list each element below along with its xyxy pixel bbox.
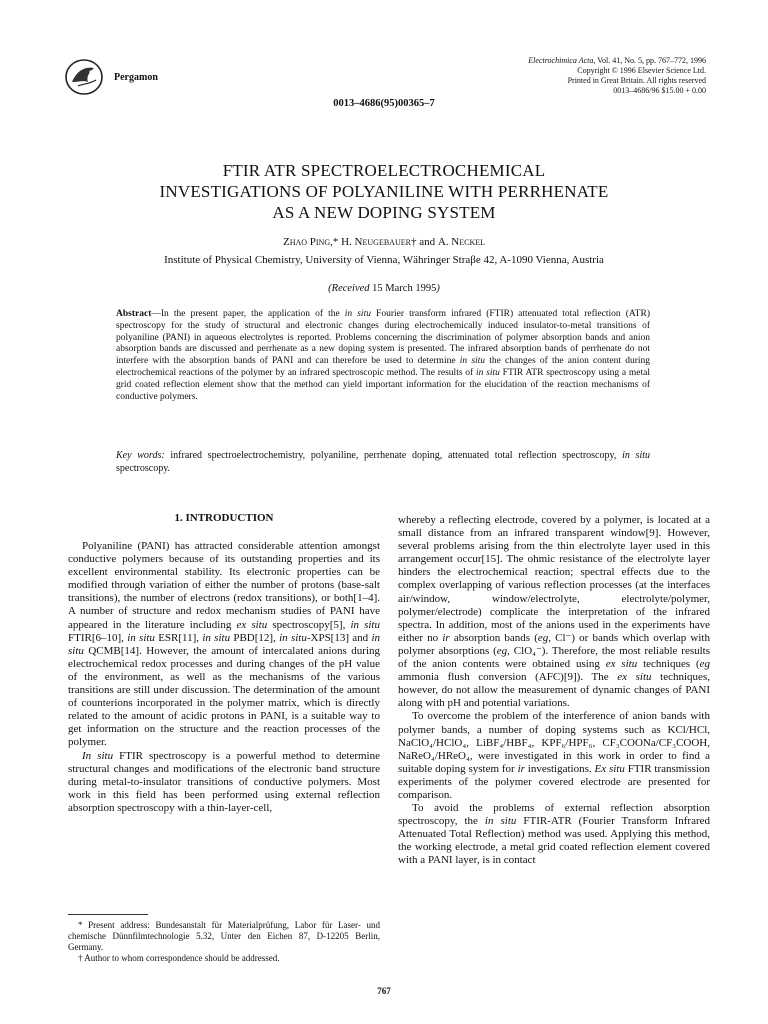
- right-column: [398, 514, 710, 868]
- keywords-label: Key words:: [116, 450, 165, 461]
- publisher-name: Pergamon: [114, 72, 158, 83]
- section-heading: 1. INTRODUCTION: [174, 512, 274, 524]
- page-number: 767: [377, 986, 391, 996]
- abstract-text: —In the present paper, the application of the: [151, 309, 345, 319]
- paragraph: Polyaniline (PANI) has attracted considerable attention amongst conductive polymers because of its outstanding properties and its excellent environmental stability. Its electronic properties can be modified through variation of either the number of protons (base-salt transitions), the number of electrons (redox transitions), or both[1–4]. A number of structure and redox mechanism studies of PANI have appeared in the literature including ex situ spectroscopy[5], in situ FTIR[6–10], in situ ESR[11], in situ PBD[12], in situ-XPS[13] and in situ QCMB[14]. However, the amount of intercalated anions during electrochemical redox processes and during changes of the pH value of the environment, as well as the mechanisms of the various transitions are still under discussion. The determination of the amount of counterions incorporated in the polymer matrix, which is directly related to the amount of acidic protons in PANI, is a suitable way to get information on the structure and the reaction processes of the polymer.: [68, 540, 381, 749]
- abstract-italic: in situ: [344, 309, 371, 319]
- author-name: A. Neckel: [437, 236, 486, 248]
- affiliation: Institute of Physical Chemistry, University of Vienna, Währinger Straβe 42, A-1090 Vienna, Austria: [164, 254, 604, 266]
- printed-line: Printed in Great Britain. All rights reserved: [567, 76, 706, 85]
- paragraph: whereby a reflecting electrode, covered by a polymer, is located at a small distance from an infrared transparent window[9]. However, several problems arising from the thin electrolyte layer used in this arrangement occur[15]. The ohmic resistance of the electrolyte layer hinders the electrochemical reaction; spectral effects due to the complex overlapping of various reflection processes (at the interfaces air/window, window/electrolyte, electrolyte/polymer, polymer/electrode) complicate the interpretation of the infrared spectra. In addition, most of the anions used in the experiments have either no ir absorption bands (eg, Cl⁻) or bands which overlap with polymer absorptions (eg, ClO₄⁻). Therefore, the most reliable results of the anion contents were obtained using ex situ techniques (eg ammonia flush conversion (AFC)[9]). The ex situ techniques, however, do not allow the measurement of dynamic changes of PANI along with pH and potential variations.: [398, 514, 711, 710]
- keywords-text: infrared spectroelectrochemistry, polyaniline, perrhenate doping, attenuated total reflection spectroscopy,: [164, 450, 623, 461]
- footnote-divider: [68, 914, 148, 915]
- footnote: † Author to whom correspondence should be addressed.: [78, 953, 280, 963]
- footnote: * Present address: Bundesanstalt für Materialprüfung, Labor für Laser- und chemische Dünnfilmtechnologie 5.32, Unter den Eichen 87, D-12205 Berlin, Germany.: [68, 920, 380, 952]
- paragraph: In situ FTIR spectroscopy is a powerful method to determine structural changes and modifications of the electronic band structure during metal-to-insulator transitions of conductive polymers. Most work in this field has been performed using external reflection absorption spectroscopy with a thin-layer-cell,: [68, 749, 380, 814]
- received-value: 15 March 1995: [369, 283, 437, 294]
- copyright-line: Copyright © 1996 Elsevier Science Ltd.: [577, 66, 706, 75]
- journal-name: Electrochimica Acta,: [528, 56, 596, 65]
- author-name: H. Neugebauer: [341, 236, 411, 248]
- keywords-text: spectroscopy.: [116, 463, 171, 474]
- author-list: [0, 236, 768, 248]
- keywords-italic: in situ: [622, 450, 651, 461]
- title-line: INVESTIGATIONS OF POLYANILINE WITH PERRHENATE: [159, 182, 609, 201]
- title-line: FTIR ATR SPECTROELECTROCHEMICAL: [222, 161, 546, 180]
- journal-volume: Vol. 41, No. 5, pp. 767–772, 1996: [595, 56, 706, 65]
- issn-price-line: 0013–4686/96 $15.00 + 0.00: [613, 86, 706, 95]
- abstract-text: the changes of the anion content during electrochemical reactions of the polymer by an infrared spectroscopic method. The results of: [116, 356, 650, 378]
- journal-info: [528, 56, 706, 96]
- abstract-text: Fourier transform infrared (FTIR) attenuated total reflection (ATR) spectroscopy for the study of structural and electronic changes during electrochemically induced insulator-to-metal transitions of polyaniline (PANI) in aqueous electrolytes is reported. Problems concerning the discrimination of polymer absorption bands and anion absorption bands are discussed and perrhenate as a new doping system is presented. The infrared absorption bands of perrhenate do not interfere with the absorption bands of PANI and can therefore be used to determine: [116, 309, 650, 367]
- abstract-text: FTIR ATR spectroscopy using a metal grid coated reflection element show that the method can yield important information for the elucidation of the reaction mechanisms of conductive polymers.: [116, 367, 651, 402]
- title-line: AS A NEW DOPING SYSTEM: [272, 203, 496, 222]
- author-name: Zhao Ping,: [282, 236, 333, 248]
- keywords: [116, 449, 650, 475]
- abstract-italic: in situ: [476, 367, 500, 378]
- received-date: (Received 15 March 1995): [328, 283, 440, 294]
- publisher-logo: [64, 58, 112, 96]
- article-title: [0, 160, 768, 223]
- abstract-label: Abstract: [116, 309, 152, 319]
- abstract: [116, 309, 650, 403]
- footnotes: [68, 920, 380, 964]
- author-mark: † and: [410, 236, 438, 248]
- received-label: Received: [331, 283, 370, 294]
- abstract-italic: in situ: [459, 356, 486, 367]
- author-mark: *: [332, 236, 342, 248]
- paragraph: To overcome the problem of the interference of anion bands with polymer bands, a number of doping systems such as KCl/HCl, NaClO₄/HClO₄, LiBF₄/HBF₄, KPF₆/HPF₆, CF₃COONa/CF₃COOH, NaReO₄/HReO₄, were investigated in this work in order to find a suitable doping system for ir investigations. Ex situ FTIR transmission experiments of the polymer covered electrode are presented for comparison.: [398, 710, 711, 801]
- paragraph: To avoid the problems of external reflection absorption spectroscopy, the in situ FTIR-ATR (Fourier Transform Infrared Attenuated Total Reflection) method was used. Applying this method, the working electrode, a metal grid coated reflection element covered with a PANI layer, is in contact: [398, 802, 711, 867]
- article-doi: 0013–4686(95)00365–7: [333, 98, 435, 109]
- left-column: [68, 540, 380, 815]
